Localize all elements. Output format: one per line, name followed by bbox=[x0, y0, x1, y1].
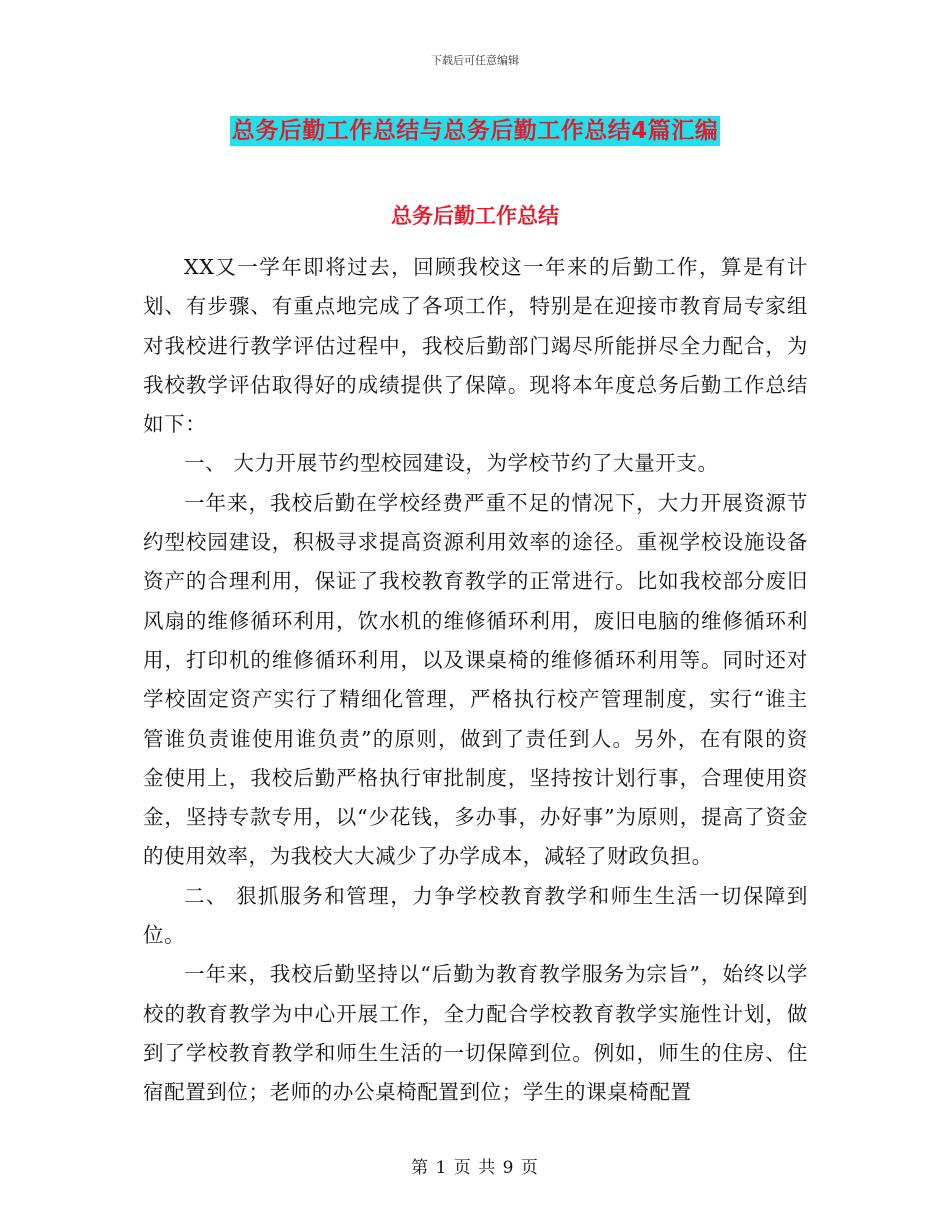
paragraph: 一年来，我校后勤坚持以“后勤为教育教学服务为宗旨”，始终以学校的教育教学为中心开展工作，全力配合学校教育教学实施性计划，做到了学校教育教学和师生生活的一切保障到位。例如，师生的住房、住宿配置到位；老师的办公桌椅配置到位；学生的课桌椅配置 bbox=[143, 962, 808, 1105]
page-footer: 第 1 页 共 9 页 bbox=[411, 1158, 539, 1178]
header-note: 下载后可任意编辑 bbox=[431, 54, 519, 67]
paragraph: 二、 狠抓服务和管理，力争学校教育教学和师生生活一切保障到位。 bbox=[143, 883, 808, 948]
paragraph: XX又一学年即将过去，回顾我校这一年来的后勤工作，算是有计划、有步骤、有重点地完成了各项工作，特别是在迎接市教育局专家组对我校进行教学评估过程中，我校后勤部门竭尽所能拼尽全力配合，为我校教学评估取得好的成绩提供了保障。现将本年度总务后勤工作总结如下： bbox=[143, 255, 808, 437]
paragraph: 一年来，我校后勤在学校经费严重不足的情况下，大力开展资源节约型校园建设，积极寻求提高资源利用效率的途径。重视学校设施设备资产的合理利用，保证了我校教育教学的正常进行。比如我校部分废旧风扇的维修循环利用，饮水机的维修循环利用，废旧电脑的维修循环利用，打印机的维修循环利用，以及课桌椅的维修循环利用等。同时还对学校固定资产实行了精细化管理，严格执行校产管理制度，实行“谁主管谁负责谁使用谁负责”的原则，做到了责任到人。另外，在有限的资金使用上，我校后勤严格执行审批制度，坚持按计划行事，合理使用资金，坚持专款专用，以“少花钱，多办事，办好事”为原则，提高了资金的使用效率，为我校大大减少了办学成本，减轻了财政负担。 bbox=[143, 490, 808, 869]
paragraph: 一、 大力开展节约型校园建设，为学校节约了大量开支。 bbox=[184, 451, 719, 476]
document-title-text: 总务后勤工作总结与总务后勤工作总结4篇汇编 bbox=[231, 118, 719, 144]
body-text bbox=[143, 248, 808, 1113]
section-title: 总务后勤工作总结 bbox=[391, 204, 559, 228]
document-title bbox=[0, 112, 950, 145]
